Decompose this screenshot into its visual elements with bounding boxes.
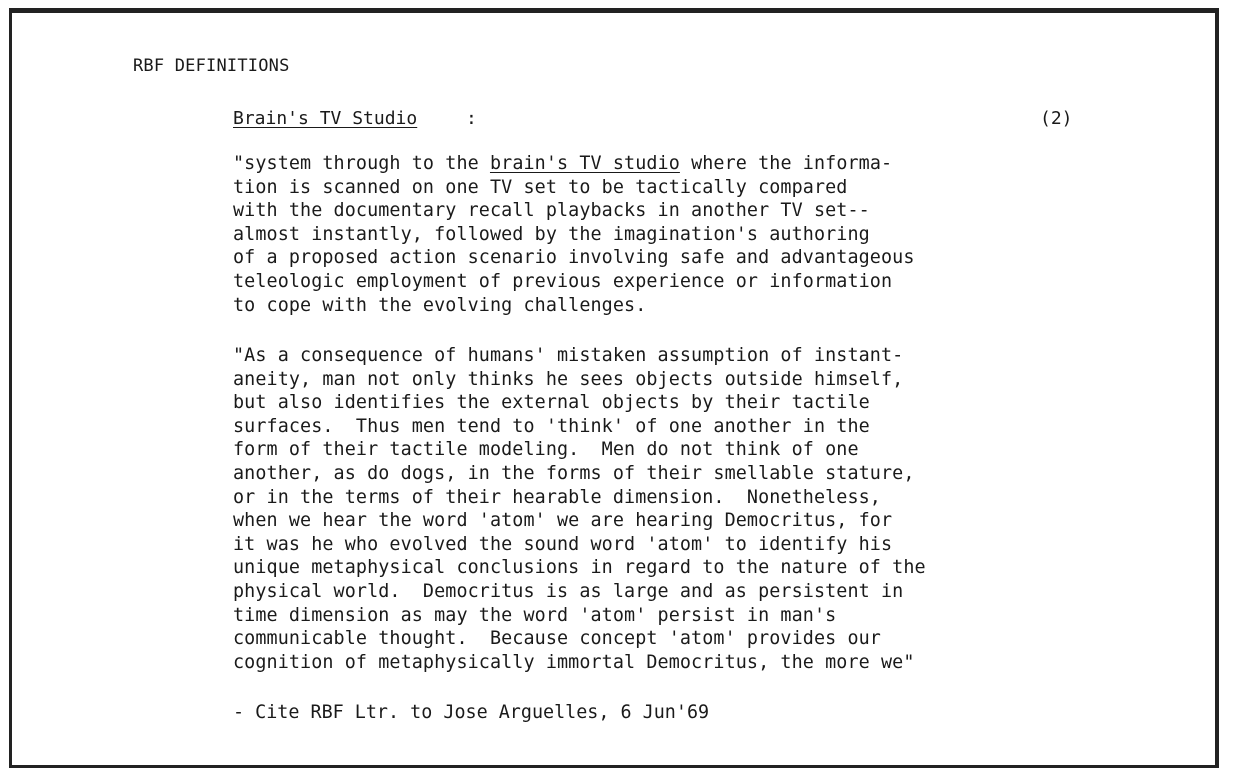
- quote-paragraph-2: "As a consequence of humans' mistaken assumption of instant- aneity, man not only thinks he sees objects outside himself, but also identifies the external objects by their tactile surfaces. Thus men tend to 'think' of one another in the form of their tactile modeling. Men do not think of one another, as do dogs, in the forms of their smellable stature, or in the terms of their hearable dimension. Nonetheless, when we hear the word 'atom' we are hearing Democritus, for it was he who evolved the sound word 'atom' to identify his unique metaphysical conclusions in regard to the nature of the physical world. Democritus is as large and as persistent in time dimension as may the word 'atom' persist in man's communicable thought. Because concept 'atom' provides our cognition of metaphysically immortal Democritus, the more we": [233, 345, 926, 673]
- quote-paragraph-1: [233, 152, 915, 317]
- quote1-rest: tion is scanned on one TV set to be tactically compared with the documentary recall playbacks in another TV set-- almost instantly, followed by the imagination's authoring of a proposed action scenario involving safe and advantageous teleologic employment of previous experience or information to cope with the evolving challenges.: [233, 176, 915, 316]
- quote1-underlined-term: brain's TV studio: [489, 153, 680, 174]
- section-title: RBF DEFINITIONS: [133, 56, 290, 76]
- quote1-line1-post: where the informa-: [679, 153, 893, 174]
- citation: - Cite RBF Ltr. to Jose Arguelles, 6 Jun'69: [233, 702, 710, 723]
- quote1-line1-pre: "system through to the: [233, 153, 490, 174]
- entry-term: Brain's TV Studio: [233, 108, 418, 129]
- entry-term-colon: :: [466, 108, 477, 129]
- page-number: (2): [1040, 108, 1073, 129]
